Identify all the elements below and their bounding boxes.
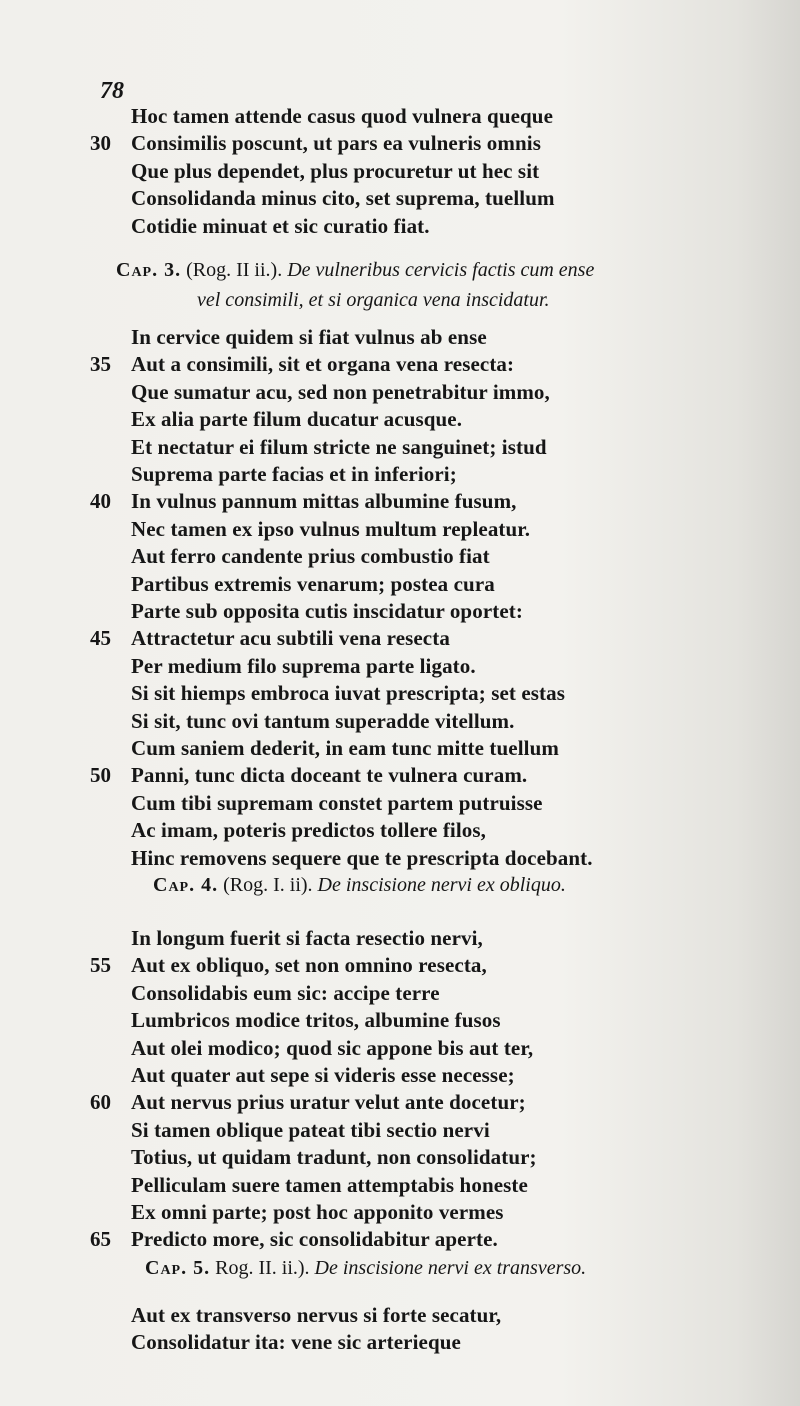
chapter-title: De inscisione nervi ex transverso. — [314, 1257, 587, 1279]
rogerius-reference: (Rog. II ii.). — [186, 259, 283, 281]
verse-line: Si tamen oblique pateat tibi sectio nervi — [131, 1117, 490, 1142]
verse-line: Ac imam, poteris predictos tollere filos, — [131, 818, 486, 843]
verse-line: Cotidie minuat et sic curatio fiat. — [131, 213, 430, 238]
line-number: 65 — [90, 1227, 111, 1252]
line-number: 55 — [90, 953, 111, 978]
verse-line: Consimilis poscunt, ut pars ea vulneris omnis — [131, 131, 541, 156]
verse-line: Aut ex transverso nervus si forte secatur, — [131, 1303, 502, 1327]
chapter-title-continuation: vel consimili, et si organica vena inscidatur. — [197, 289, 550, 311]
verse-line: In vulnus pannum mittas albumine fusum, — [131, 489, 517, 514]
bleed-through — [562, 80, 762, 161]
verse-line: Aut ferro candente prius combustio fiat — [131, 544, 490, 569]
verse-line: Aut ex obliquo, set non omnino resecta, — [131, 953, 487, 978]
chapter-heading — [145, 1257, 586, 1280]
verse-line: Cum saniem dederit, in eam tunc mitte tuellum — [131, 736, 559, 760]
verse-line: Lumbricos modice tritos, albumine fusos — [131, 1008, 501, 1033]
verse-line: Per medium filo suprema parte ligato. — [131, 653, 476, 678]
verse-line: Ex alia parte filum ducatur acusque. — [131, 407, 463, 432]
verse-line: Partibus extremis venarum; postea cura — [131, 571, 495, 596]
verse-line: Nec tamen ex ipso vulnus multum repleatur. — [131, 516, 531, 541]
verse-line: Hinc removens sequere que te prescripta docebant. — [131, 845, 593, 870]
chapter-title: De vulneribus cervicis factis cum ense — [287, 259, 595, 281]
verse-line: Aut olei modico; quod sic appone bis aut ter, — [131, 1035, 534, 1060]
chapter-heading — [153, 874, 566, 897]
verse-line: In longum fuerit si facta resectio nervi, — [131, 926, 483, 950]
verse-line: Que plus dependet, plus procuretur ut hec sit — [131, 158, 540, 183]
chapter-number: Cap. 3. — [116, 259, 182, 281]
verse-line: Consolidatur ita: vene sic arterieque — [131, 1330, 461, 1355]
chapter-number: Cap. 4. — [153, 874, 219, 896]
verse-line: Predicto more, sic consolidabitur aperte. — [131, 1227, 498, 1252]
verse-line: Pelliculam suere tamen attemptabis honeste — [131, 1172, 528, 1197]
chapter-heading — [116, 259, 594, 282]
page-number: 78 — [100, 78, 124, 104]
verse-line: Si sit hiemps embroca iuvat prescripta; set estas — [131, 681, 566, 706]
verse-line: Aut nervus prius uratur velut ante docetur; — [131, 1090, 526, 1115]
line-number: 60 — [90, 1090, 111, 1115]
verse-line: Cum tibi supremam constet partem putruisse — [131, 790, 543, 815]
line-number: 40 — [90, 489, 111, 514]
line-number: 30 — [90, 131, 111, 156]
verse-line: Que sumatur acu, sed non penetrabitur immo, — [131, 379, 550, 404]
verse-line: Aut quater aut sepe si videris esse necesse; — [131, 1063, 515, 1087]
rogerius-reference: (Rog. I. ii). — [223, 874, 313, 896]
verse-line: Consolidanda minus cito, set suprema, tuellum — [131, 186, 555, 211]
verse-line: Parte sub opposita cutis inscidatur oportet: — [131, 599, 523, 623]
chapter-number: Cap. 5. — [145, 1257, 211, 1279]
verse-line: Totius, ut quidam tradunt, non consolidatur; — [131, 1145, 537, 1170]
rogerius-reference: Rog. II. ii.). — [215, 1257, 310, 1279]
line-number: 45 — [90, 626, 111, 651]
verse-line: Attractetur acu subtili vena resecta — [131, 626, 450, 651]
verse-line: Panni, tunc dicta doceant te vulnera curam. — [131, 763, 528, 788]
verse-line: Si sit, tunc ovi tantum superadde vitellum. — [131, 708, 515, 733]
verse-line: Suprema parte facias et in inferiori; — [131, 462, 457, 486]
verse-line: Aut a consimili, sit et organa vena resecta: — [131, 352, 515, 377]
chapter-title: De inscisione nervi ex obliquo. — [317, 874, 566, 896]
verse-line: Consolidabis eum sic: accipe terre — [131, 980, 440, 1005]
line-number: 35 — [90, 352, 111, 377]
verse-line: Hoc tamen attende casus quod vulnera queque — [131, 104, 554, 128]
verse-line: In cervice quidem si fiat vulnus ab ense — [131, 325, 487, 349]
verse-line: Et nectatur ei filum stricte ne sanguinet; istud — [131, 434, 547, 459]
verse-line: Ex omni parte; post hoc apponito vermes — [131, 1200, 504, 1224]
line-number: 50 — [90, 763, 111, 788]
